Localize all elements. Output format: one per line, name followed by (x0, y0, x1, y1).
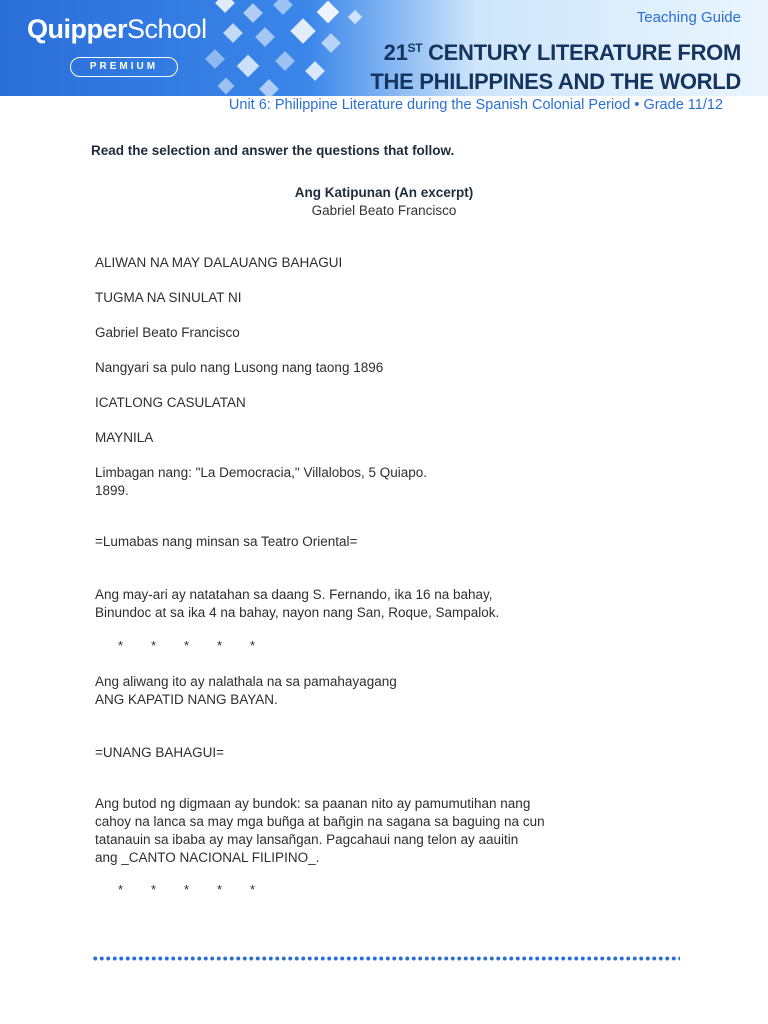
dotted-footer-divider (92, 956, 680, 961)
course-title: 21ST CENTURY LITERATURE FROM THE PHILIPPINES AND THE WORLD (370, 40, 741, 94)
text-line: =UNANG BAHAGUI= (95, 745, 225, 760)
text-line: Ang butod ng digmaan ay bundok: sa paanan nito ay pamumutihan nang (95, 796, 531, 811)
header-banner (0, 0, 768, 96)
text-line: Binundoc at sa ika 4 na bahay, nayon nang San, Roque, Sampalok. (95, 605, 500, 620)
text-line: tatanauin sa ibaba ay may lansañgan. Pagcahaui nang telon ay aauitin (95, 832, 519, 847)
separator-stars: * * * * * (118, 882, 256, 897)
quipper-school-logo: QuipperSchool (27, 14, 207, 44)
text-line: ALIWAN NA MAY DALAUANG BAHAGUI (95, 255, 343, 270)
text-line: Nangyari sa pulo nang Lusong nang taong 1896 (95, 360, 384, 375)
text-line: =Lumabas nang minsan sa Teatro Oriental= (95, 534, 358, 549)
text-line: 1899. (95, 483, 129, 498)
instructions: Read the selection and answer the questions that follow. (91, 143, 455, 158)
text-line: TUGMA NA SINULAT NI (95, 290, 242, 305)
teaching-guide-label: Teaching Guide (636, 9, 741, 26)
premium-badge: PREMIUM (70, 57, 178, 77)
selection-author: Gabriel Beato Francisco (311, 203, 457, 218)
text-line: Gabriel Beato Francisco (95, 325, 240, 340)
text-line: Ang may-ari ay natatahan sa daang S. Fernando, ika 16 na bahay, (95, 587, 493, 602)
decorative-squares-icon (200, 0, 370, 96)
text-line: cahoy na lanca sa may mga buñga at bañgin na sagana sa baguing na cun (95, 814, 545, 829)
text-line: ANG KAPATID NANG BAYAN. (95, 692, 278, 707)
text-line: ICATLONG CASULATAN (95, 395, 246, 410)
text-line: Limbagan nang: "La Democracia," Villalobos, 5 Quiapo. (95, 465, 428, 480)
selection-title: Ang Katipunan (An excerpt) (294, 185, 474, 200)
text-line: MAYNILA (95, 430, 154, 445)
text-line: Ang aliwang ito ay nalathala na sa pamahayagang (95, 674, 397, 689)
text-line: ang _CANTO NACIONAL FILIPINO_. (95, 850, 320, 865)
separator-stars: * * * * * (118, 638, 256, 653)
